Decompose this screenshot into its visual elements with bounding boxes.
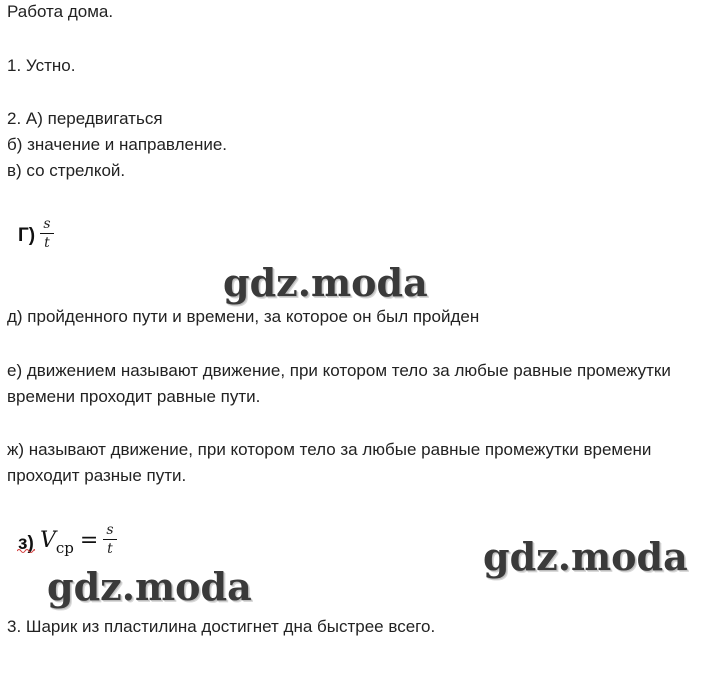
formula-g-numerator: s	[43, 216, 51, 232]
answer-1: 1. Устно.	[7, 56, 76, 75]
fraction-bar	[40, 233, 54, 234]
formula-z-variable: V	[40, 528, 56, 553]
watermark-logo: gdz.moda	[223, 260, 428, 305]
answer-2zh-line2: проходит разные пути.	[7, 466, 187, 485]
formula-z-fraction	[103, 522, 117, 557]
answer-2a: 2. А) передвигаться	[7, 109, 163, 128]
formula-z-label: з)	[18, 533, 34, 554]
formula-z-subscript: ср	[55, 539, 74, 557]
answer-2zh-line1: ж) называют движение, при котором тело за любые равные промежутки времени	[7, 440, 652, 459]
formula-g-denominator: t	[44, 235, 50, 251]
answer-2e-line2: времени проходит равные пути.	[7, 387, 261, 406]
formula-z-denominator: t	[107, 541, 113, 557]
formula-g-fraction	[40, 216, 54, 251]
spellcheck-underline	[17, 548, 35, 554]
answer-2v: в) со стрелкой.	[7, 161, 126, 180]
heading: Работа дома.	[7, 2, 114, 21]
formula-z-lhs	[40, 528, 104, 557]
answer-2e-line1: е) движением называют движение, при котором тело за любые равные промежутки	[7, 361, 671, 380]
answer-3: 3. Шарик из пластилина достигнет дна быстрее всего.	[7, 617, 436, 636]
answer-2d: д) пройденного пути и времени, за которое он был пройден	[7, 307, 480, 326]
fraction-bar	[103, 539, 117, 540]
watermark-logo: gdz.moda	[47, 564, 252, 609]
answer-2b: б) значение и направление.	[7, 135, 228, 154]
formula-g-label: Г)	[18, 225, 36, 246]
formula-z-equals: =	[79, 528, 99, 553]
watermark-logo: gdz.moda	[483, 534, 688, 579]
formula-z-numerator: s	[106, 522, 114, 538]
